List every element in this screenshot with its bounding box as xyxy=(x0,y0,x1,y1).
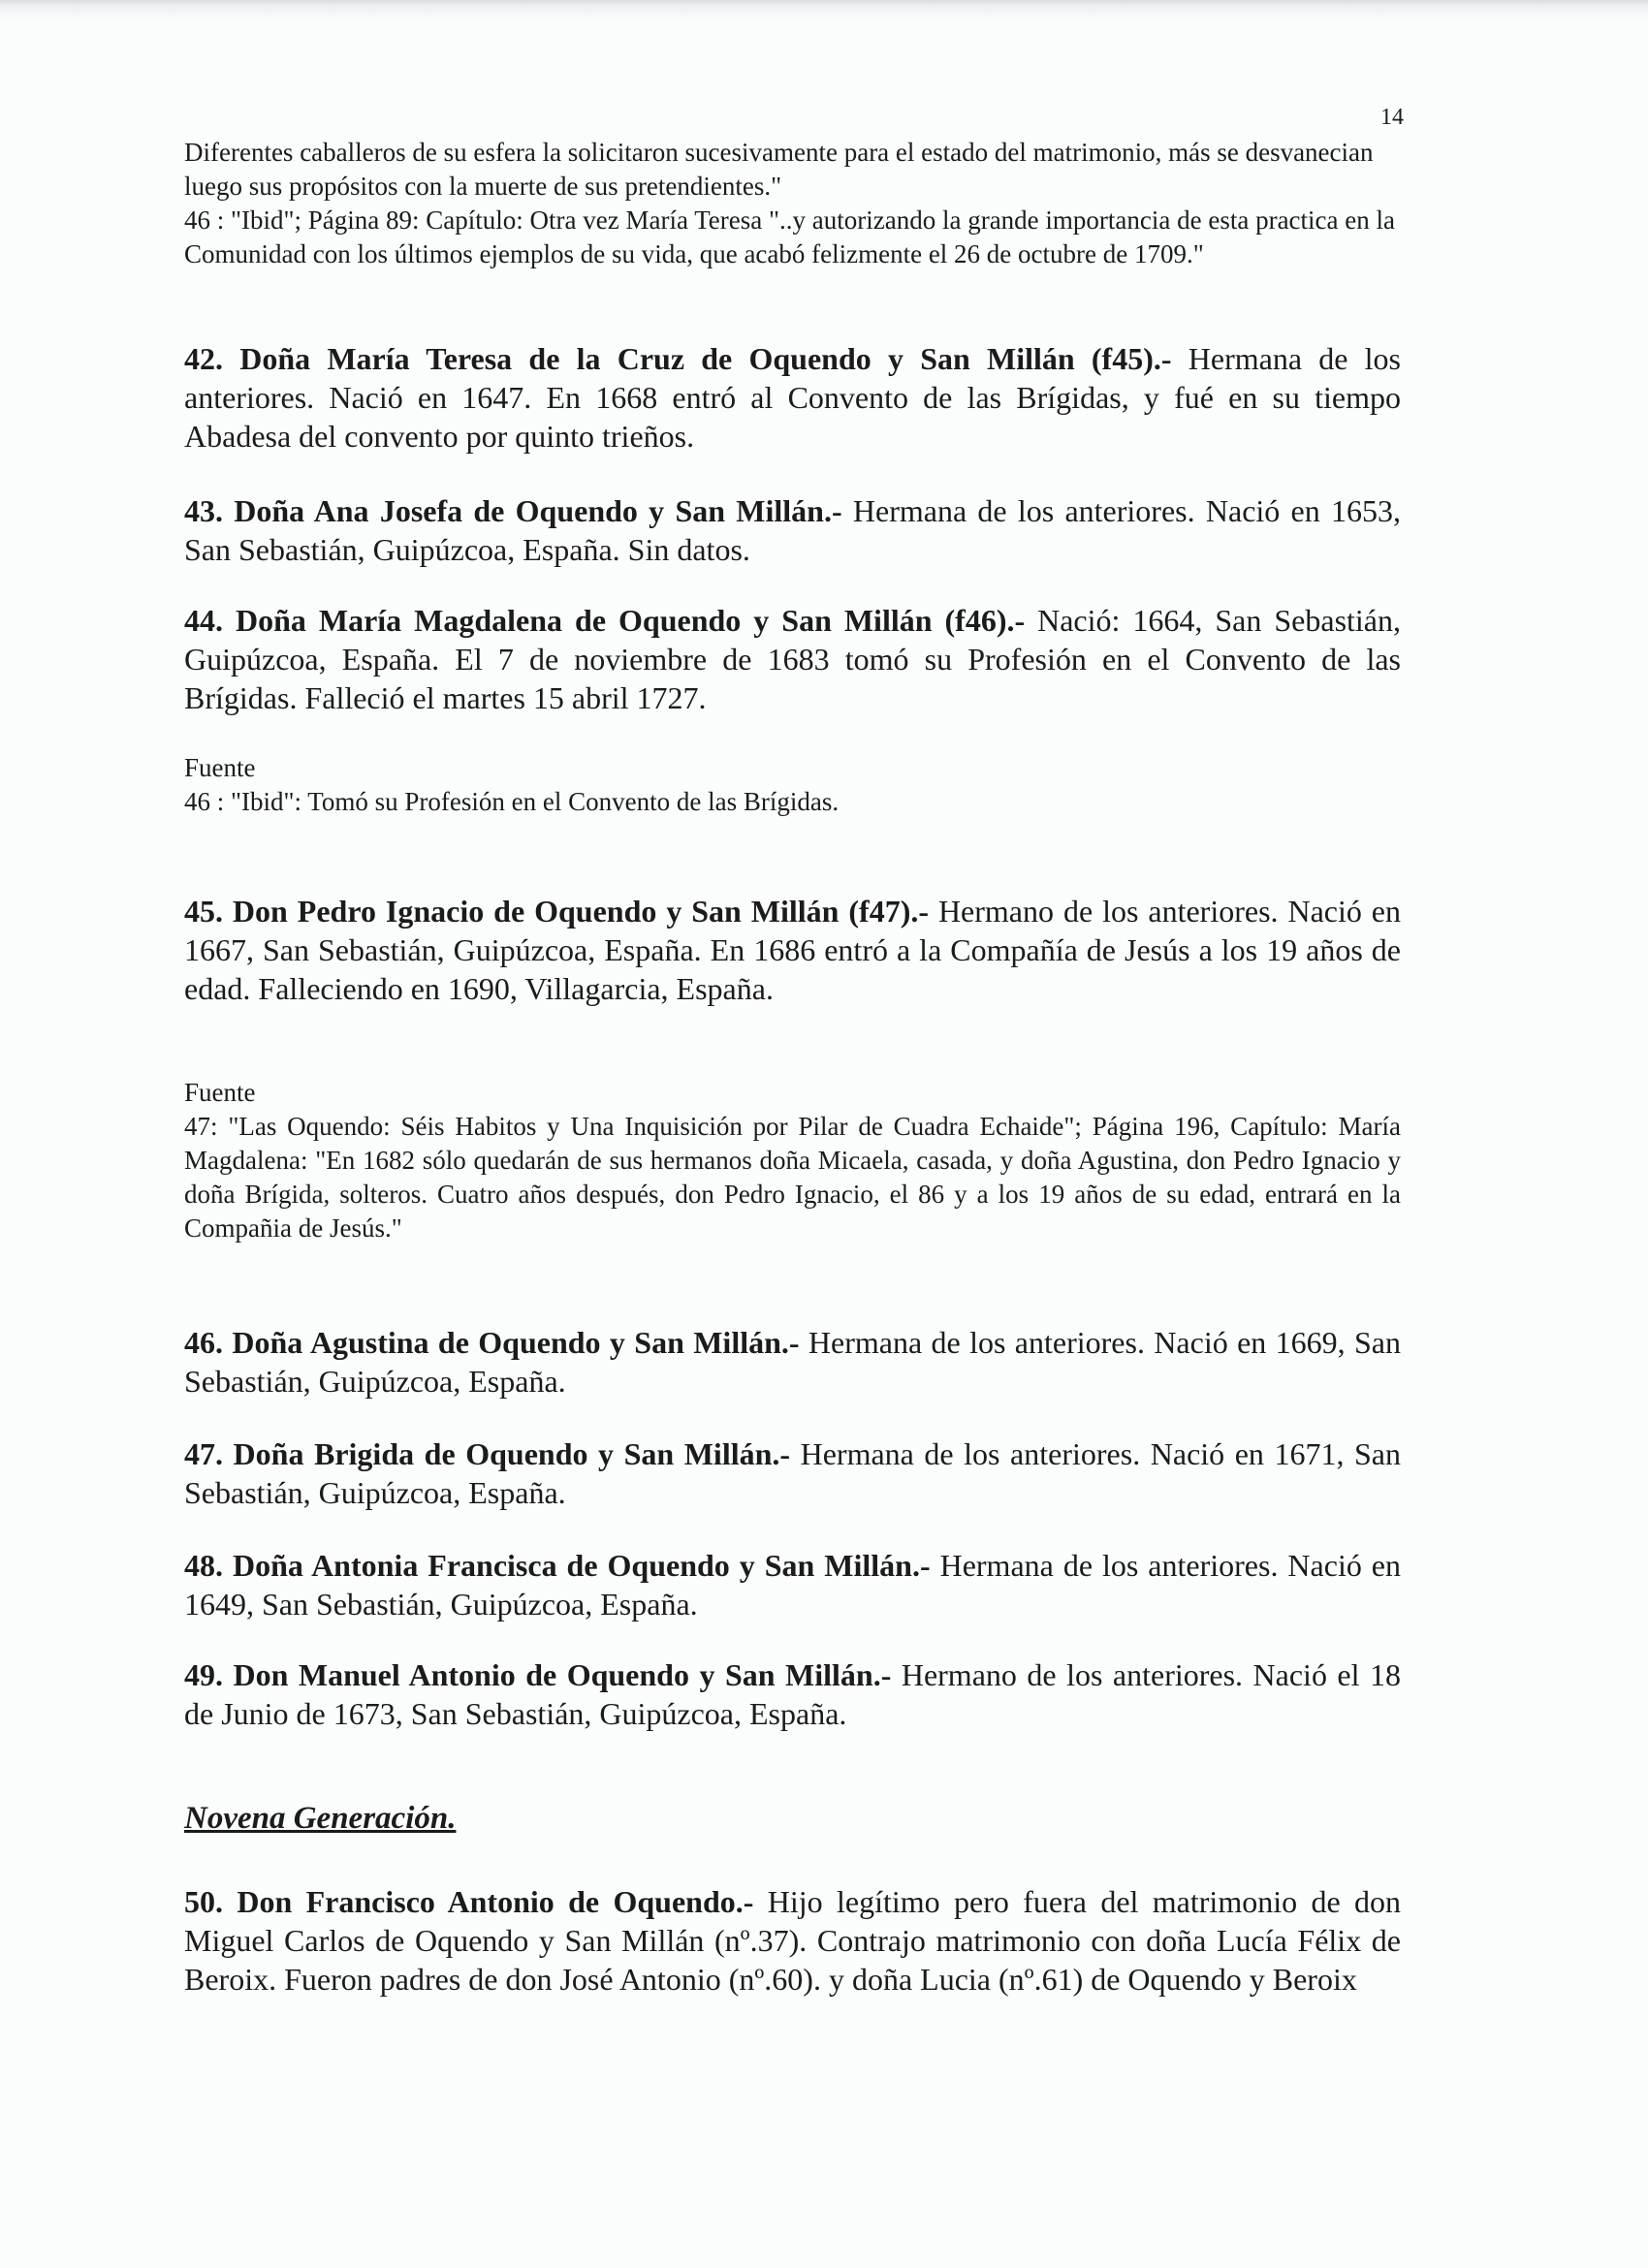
entry-title: 46. Doña Agustina de Oquendo y San Millán.- xyxy=(184,1325,800,1360)
entry-title: 49. Don Manuel Antonio de Oquendo y San Millán.- xyxy=(184,1657,892,1692)
entry-title: 42. Doña María Teresa de la Cruz de Oquendo y San Millán (f45).- xyxy=(184,341,1172,376)
entry-title: 43. Doña Ana Josefa de Oquendo y San Millán.- xyxy=(184,493,842,528)
intro-continuation: Diferentes caballeros de su esfera la solicitaron sucesivamente para el estado del matrimonio, más se desvanecian luego sus propósitos con la muerte de sus pretendientes." xyxy=(184,138,1374,201)
entry-title: 48. Doña Antonia Francisca de Oquendo y San Millán.- xyxy=(184,1548,931,1583)
entry-46 xyxy=(184,1323,1401,1401)
entry-title: 45. Don Pedro Ignacio de Oquendo y San Millán (f47).- xyxy=(184,894,930,929)
entry-43 xyxy=(184,491,1401,569)
fuente-text: 47: "Las Oquendo: Séis Habitos y Una Inquisición por Pilar de Cuadra Echaide"; Página 196, Capítulo: María Magdalena: "En 1682 sólo quedarán de sus hermanos doña Micaela, casada, y doña Agustina, don Pedro Ignacio y doña Brígida, solteros. Cuatro años después, don Pedro Ignacio, el 86 y a los 19 años de su edad, entrará en la Compañia de Jesús." xyxy=(184,1112,1401,1243)
entry-title: 50. Don Francisco Antonio de Oquendo.- xyxy=(184,1884,754,1919)
entry-42 xyxy=(184,339,1401,456)
entry-text: Hijo legítimo pero fuera del matrimonio de don Miguel Carlos de Oquendo y San Millán (nº.37). Contrajo matrimonio con doña Lucía Félix de Beroix. Fueron padres de don José Antonio (nº.60). y doña Lucia (nº.61) de Oquendo y Beroix xyxy=(184,1884,1402,1997)
entry-text: Hermano de los anteriores. Nació el 18 de Junio de 1673, San Sebastián, Guipúzcoa, España. xyxy=(184,1657,1402,1731)
entry-text: Hermana de los anteriores. Nació en 1653, San Sebastián, Guipúzcoa, España. Sin datos. xyxy=(184,493,1402,567)
entry-47 xyxy=(184,1434,1401,1512)
section-heading: Novena Generación. xyxy=(184,1801,457,1836)
fuente-block-2 xyxy=(184,1076,1401,1245)
scan-top-edge xyxy=(0,0,1648,21)
section-heading-row xyxy=(184,1801,1401,1837)
intro-source-46: 46 : "Ibid"; Página 89: Capítulo: Otra vez María Teresa "..y autorizando la grande importancia de esta practica en la Comunidad con los últimos ejemplos de su vida, que acabó felizmente el 26 de octubre de 1709." xyxy=(184,205,1395,268)
entry-title: 47. Doña Brigida de Oquendo y San Millán.- xyxy=(184,1436,791,1471)
entry-45 xyxy=(184,892,1401,1008)
page-number: 14 xyxy=(1380,105,1404,130)
entry-text: Hermana de los anteriores. Nació en 1649, San Sebastián, Guipúzcoa, España. xyxy=(184,1548,1402,1622)
intro-footnote xyxy=(184,136,1401,271)
entry-text: Hermana de los anteriores. Nació en 1669, San Sebastián, Guipúzcoa, España. xyxy=(184,1325,1402,1399)
entry-title: 44. Doña María Magdalena de Oquendo y San Millán (f46).- xyxy=(184,603,1026,638)
entry-text: Nació: 1664, San Sebastián, Guipúzcoa, España. El 7 de noviembre de 1683 tomó su Profesión en el Convento de las Brígidas. Falleció el martes 15 abril 1727. xyxy=(184,603,1401,715)
entry-text: Hermano de los anteriores. Nació en 1667, San Sebastián, Guipúzcoa, España. En 1686 entró a la Compañía de Jesús a los 19 años de edad. Falleciendo en 1690, Villagarcia, España. xyxy=(184,894,1402,1006)
fuente-label: Fuente xyxy=(184,753,256,782)
fuente-label: Fuente xyxy=(184,1078,256,1107)
entry-48 xyxy=(184,1546,1401,1623)
entry-44 xyxy=(184,601,1401,717)
entry-text: Hermana de los anteriores. Nació en 1671, San Sebastián, Guipúzcoa, España. xyxy=(184,1436,1402,1510)
entry-text: Hermana de los anteriores. Nació en 1647. En 1668 entró al Convento de las Brígidas, y fué en su tiempo Abadesa del convento por quinto trieños. xyxy=(184,341,1402,454)
entry-49 xyxy=(184,1655,1401,1733)
fuente-block-1 xyxy=(184,751,1401,819)
entry-50 xyxy=(184,1882,1401,1999)
fuente-text: 46 : "Ibid": Tomó su Profesión en el Convento de las Brígidas. xyxy=(184,787,840,816)
